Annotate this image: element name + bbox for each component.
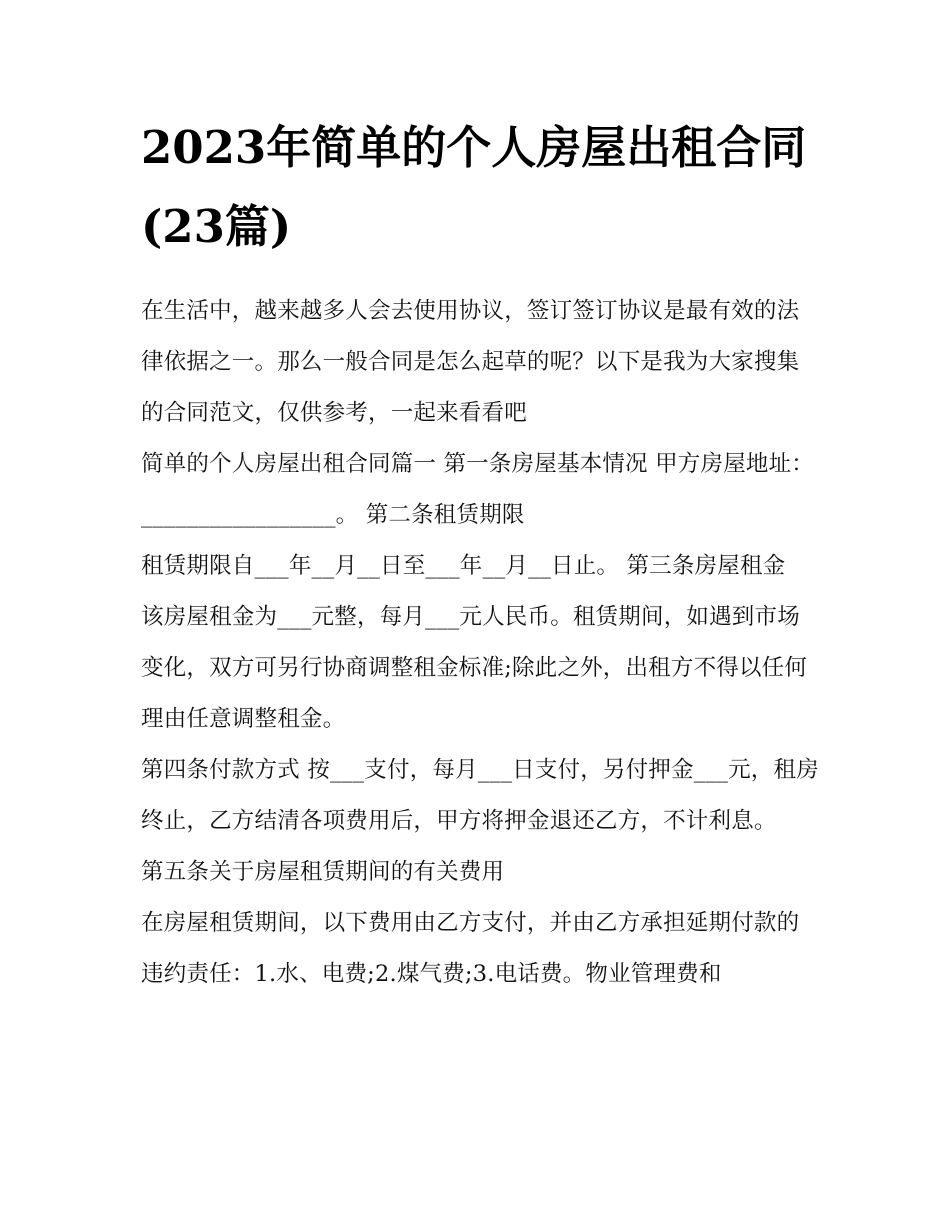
paragraph-payment: 第四条付款方式 按___支付，每月___日支付，另付押金___元，租房终止，乙方结清各项费用后，甲方将押金退还乙方，不计利息。 xyxy=(141,757,819,834)
document-page xyxy=(141,108,821,1000)
paragraph-rent: 该房屋租金为___元整，每月___元人民币。租赁期间，如遇到市场变化，双方可另行协商调整租金标准;除此之外，出租方不得以任何理由任意调整租金。 xyxy=(141,604,808,732)
paragraph-intro: 在生活中，越来越多人会去使用协议，签订签订协议是最有效的法律依据之一。那么一般合同是怎么起草的呢？以下是我为大家搜集的合同范文，仅供参考，一起来看看吧 xyxy=(141,298,800,426)
paragraph-fees: 在房屋租赁期间，以下费用由乙方支付，并由乙方承担延期付款的违约责任：1.水、电费;2.煤气费;3.电话费。物业管理费和 xyxy=(141,910,800,987)
paragraph-lease-term: 租赁期限自___年__月__日至___年__月__日止。 第三条房屋租金 xyxy=(141,553,786,579)
paragraph-article-5-heading: 第五条关于房屋租赁期间的有关费用 xyxy=(141,859,505,885)
document-title: 2023年简单的个人房屋出租合同(23篇) xyxy=(141,121,807,253)
paragraph-article-1: 简单的个人房屋出租合同篇一 第一条房屋基本情况 甲方房屋地址：_________________。 第二条租赁期限 xyxy=(141,451,815,528)
